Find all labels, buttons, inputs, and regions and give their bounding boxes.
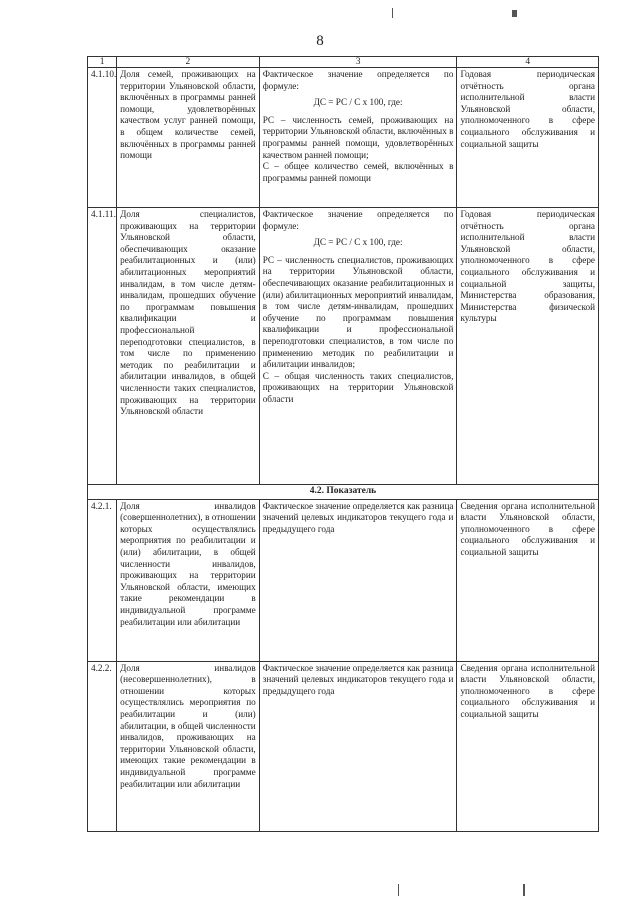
table-row [88,68,599,208]
section-row [88,485,599,500]
indicator-cell: Доля семей, проживающих на территории Ульяновской области, включённых в программы ранней помощи, удовлетворённых качеством услуг ранней помощи, в общем количестве семей, включённых в программы ранней помощи [117,68,260,208]
scan-mark [392,8,393,18]
source-cell: Сведения органа исполнительной власти Ульяновской области, уполномоченного в сфере социального обслуживания и социальной защиты [457,499,599,661]
table-header-row [88,57,599,68]
scan-mark [523,884,525,896]
indicators-table [87,56,599,832]
method-cell: Фактическое значение определяется как разница значений целевых индикаторов текущего года и предыдущего года [259,499,457,661]
method-definition: РС – численность семей, проживающих на территории Ульяновской области, включённых в программы ранней помощи, удовлетворённых качеством ранней помощи; [262,114,454,160]
source-cell: Годовая периодическая отчётность органа исполнительной власти Ульяновской области, уполномоченного в сфере социального обслуживания и социальной защиты [457,68,599,208]
method-cell [259,208,457,485]
method-intro: Фактическое значение определяется по формуле: [262,69,454,91]
indicator-cell: Доля инвалидов (несовершеннолетних), в отношении которых осуществлялись мероприятия по реабилитации и (или) абилитации, в общей численности инвалидов, проживающих на территории Ульяновской области, имеющих такие рекомендации в индивидуальной программе реабилитации или абилитации [117,661,260,831]
formula: ДС = РС / С х 100, где: [313,97,403,108]
row-number: 4.1.10. [88,68,117,208]
source-cell: Годовая периодическая отчётность органа исполнительной власти Ульяновской области, уполномоченного в сфере социального обслуживания и социальной защиты, Министерства образования, Министерства физической культуры [457,208,599,485]
method-definition: С – общая численность таких специалистов, проживающих на территории Ульяновской области [262,370,454,404]
table-row [88,499,599,661]
row-number: 4.1.11. [88,208,117,485]
indicator-cell: Доля инвалидов (совершеннолетних), в отношении которых осуществлялись мероприятия по реабилитации и (или) абилитации, в общей численности инвалидов, проживающих на территории Ульяновской области, имеющих такие рекомендации в индивидуальной программе реабилитации или абилитации [117,499,260,661]
column-header: 2 [117,57,260,68]
table-row [88,661,599,831]
source-cell: Сведения органа исполнительной власти Ульяновской области, уполномоченного в сфере социального обслуживания и социальной защиты [457,661,599,831]
formula: ДС = РС / С х 100, где: [313,237,403,248]
method-definition: С – общее количество семей, включённых в программы ранней помощи [262,161,454,183]
method-cell: Фактическое значение определяется как разница значений целевых индикаторов текущего года и предыдущего года [259,661,457,831]
scan-mark [398,884,399,896]
column-header: 3 [259,57,457,68]
row-number: 4.2.1. [88,499,117,661]
indicator-cell: Доля специалистов, проживающих на территории Ульяновской области, обеспечивающих оказание реабилитационных и (или) абилитационных мероприятий инвалидам, в том числе детям-инвалидам, прошедших обучение по программам повышения квалификации и профессиональной переподготовки специалистов, в том числе по применению методик по реабилитации и абилитации инвалидов, в общей численности таких специалистов, проживающих на территории Ульяновской области [117,208,260,485]
scan-mark [512,10,517,17]
column-header: 4 [457,57,599,68]
method-cell [259,68,457,208]
column-header: 1 [88,57,117,68]
row-number: 4.2.2. [88,661,117,831]
section-title: 4.2. Показатель [88,485,599,500]
table-row [88,208,599,485]
method-definition: РС – численность специалистов, проживающих на территории Ульяновской области, обеспечивающих оказание реабилитационных и (или) абилитационных мероприятий инвалидам, в том числе детям-инвалидам, прошедших обучение по программам повышения квалификации и профессиональной переподготовки специалистов, в том числе по применению методик по реабилитации и абилитации инвалидов; [262,254,454,370]
method-intro: Фактическое значение определяется по формуле: [262,209,454,231]
page-number: 8 [316,33,324,49]
